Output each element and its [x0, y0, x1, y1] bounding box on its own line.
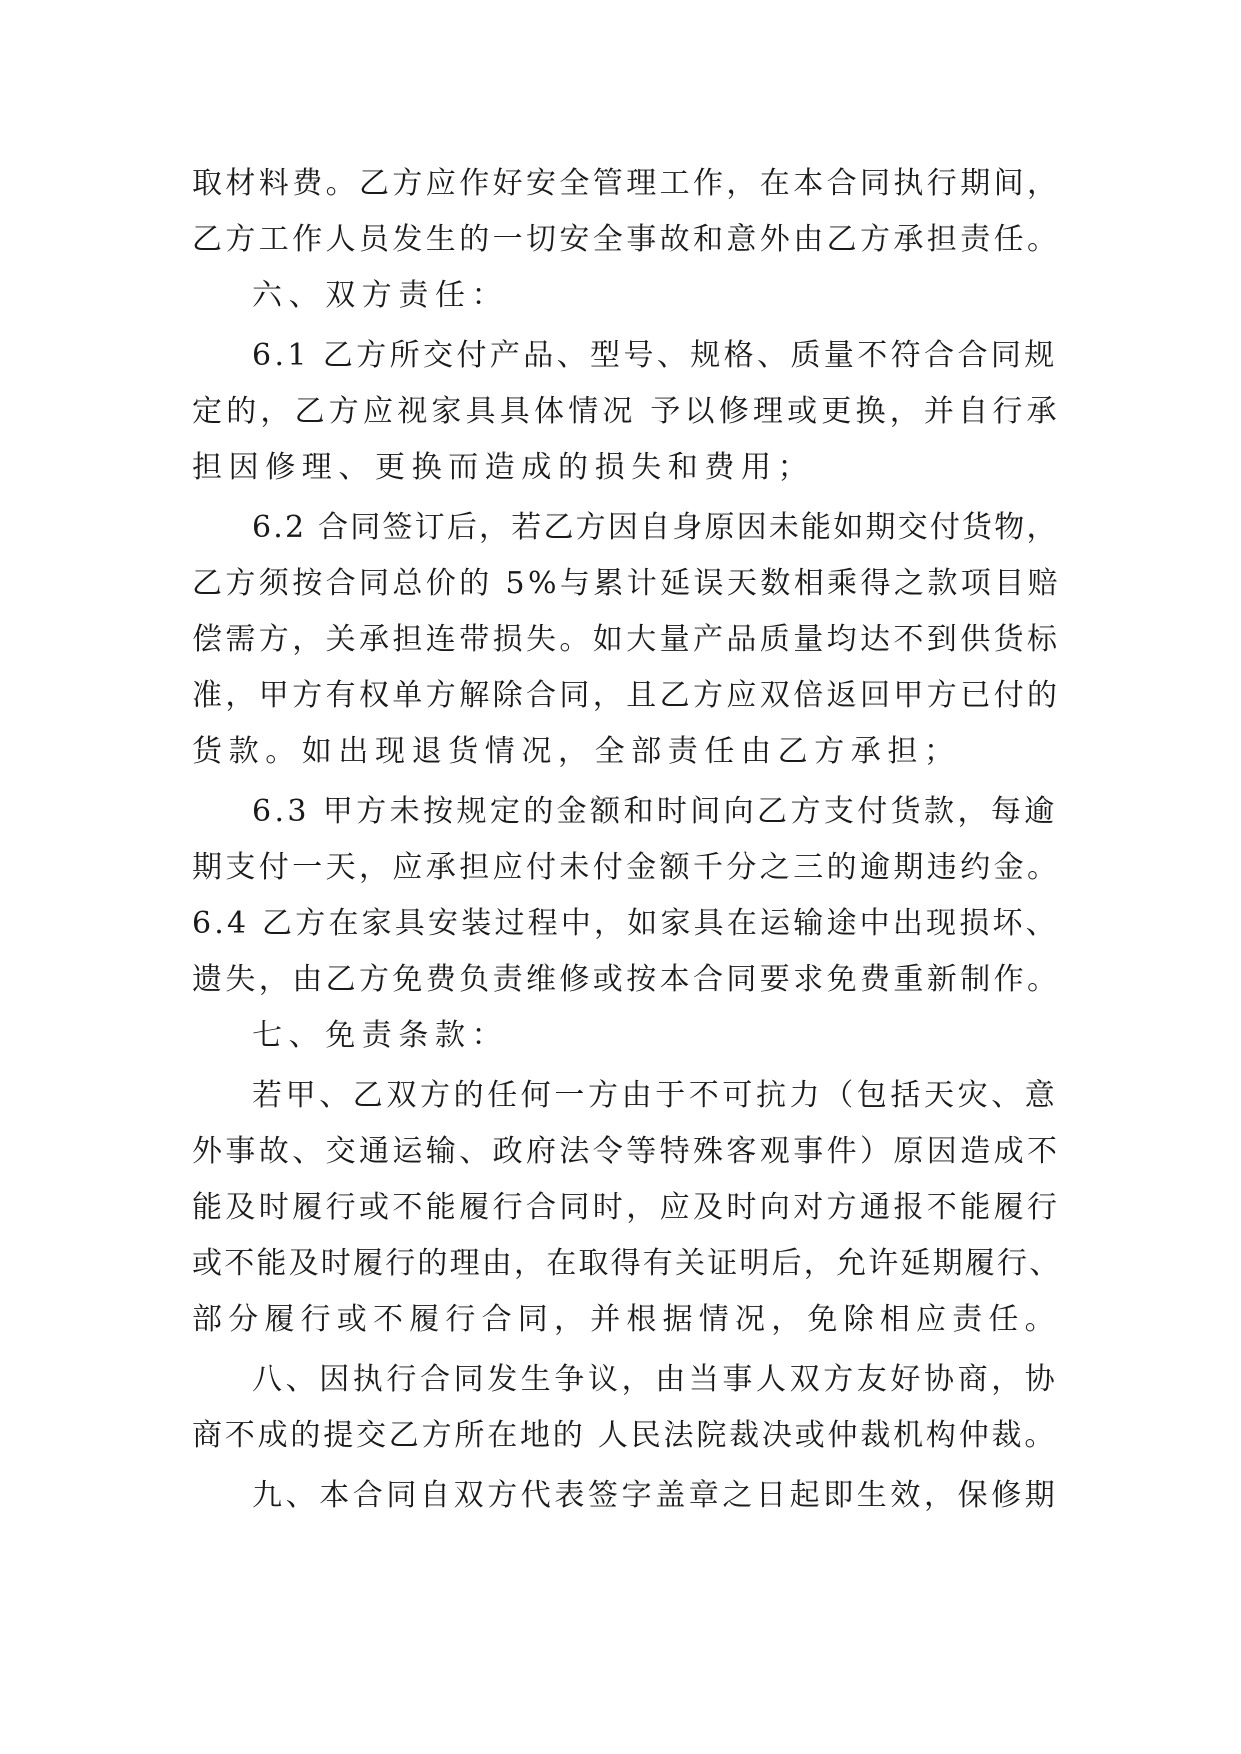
text-line: 定的，乙方应视家具具体情况 予以修理或更换，并自行承 — [192, 394, 1061, 429]
text-line: 取材料费。乙方应作好安全管理工作，在本合同执行期间， — [192, 166, 1061, 201]
section-heading: 六、双方责任： — [252, 278, 509, 313]
text-line: 部分履行或不履行合同，并根据情况，免除相应责任。 — [192, 1302, 1061, 1337]
text-line: 期支付一天，应承担应付未付金额千分之三的逾期违约金。 — [192, 850, 1061, 885]
text-line: 6.1 乙方所交付产品、型号、规格、质量不符合合同规 — [252, 338, 1058, 373]
text-line: 九、本合同自双方代表签字盖章之日起即生效，保修期 — [252, 1478, 1059, 1513]
text-line: 商不成的提交乙方所在地的 人民法院裁决或仲裁机构仲裁。 — [192, 1418, 1058, 1453]
text-line: 外事故、交通运输、政府法令等特殊客观事件）原因造成不 — [192, 1134, 1061, 1169]
text-line: 担因修理、更换而造成的损失和费用； — [192, 450, 815, 485]
text-line: 6.3 甲方未按规定的金额和时间向乙方支付货款，每逾 — [252, 794, 1058, 829]
text-line: 乙方须按合同总价的 5%与累计延误天数相乘得之款项目赔 — [192, 566, 1061, 601]
text-line: 6.4 乙方在家具安装过程中，如家具在运输途中出现损坏、 — [192, 906, 1059, 941]
text-line: 或不能及时履行的理由，在取得有关证明后，允许延期履行、 — [192, 1246, 1062, 1281]
text-line: 乙方工作人员发生的一切安全事故和意外由乙方承担责任。 — [192, 222, 1061, 257]
section-heading: 七、免责条款： — [252, 1018, 509, 1053]
text-line: 八、因执行合同发生争议，由当事人双方友好协商，协 — [252, 1362, 1059, 1397]
text-line: 货款。如出现退货情况，全部责任由乙方承担； — [192, 734, 961, 769]
text-line: 准，甲方有权单方解除合同，且乙方应双倍返回甲方已付的 — [192, 678, 1061, 713]
text-line: 遗失，由乙方免费负责维修或按本合同要求免费重新制作。 — [192, 962, 1061, 997]
text-line: 若甲、乙双方的任何一方由于不可抗力（包括天灾、意 — [252, 1078, 1059, 1113]
text-line: 6.2 合同签订后，若乙方因自身原因未能如期交付货物， — [252, 510, 1059, 545]
text-line: 能及时履行或不能履行合同时，应及时向对方通报不能履行 — [192, 1190, 1061, 1225]
text-line: 偿需方，关承担连带损失。如大量产品质量均达不到供货标 — [192, 622, 1061, 657]
